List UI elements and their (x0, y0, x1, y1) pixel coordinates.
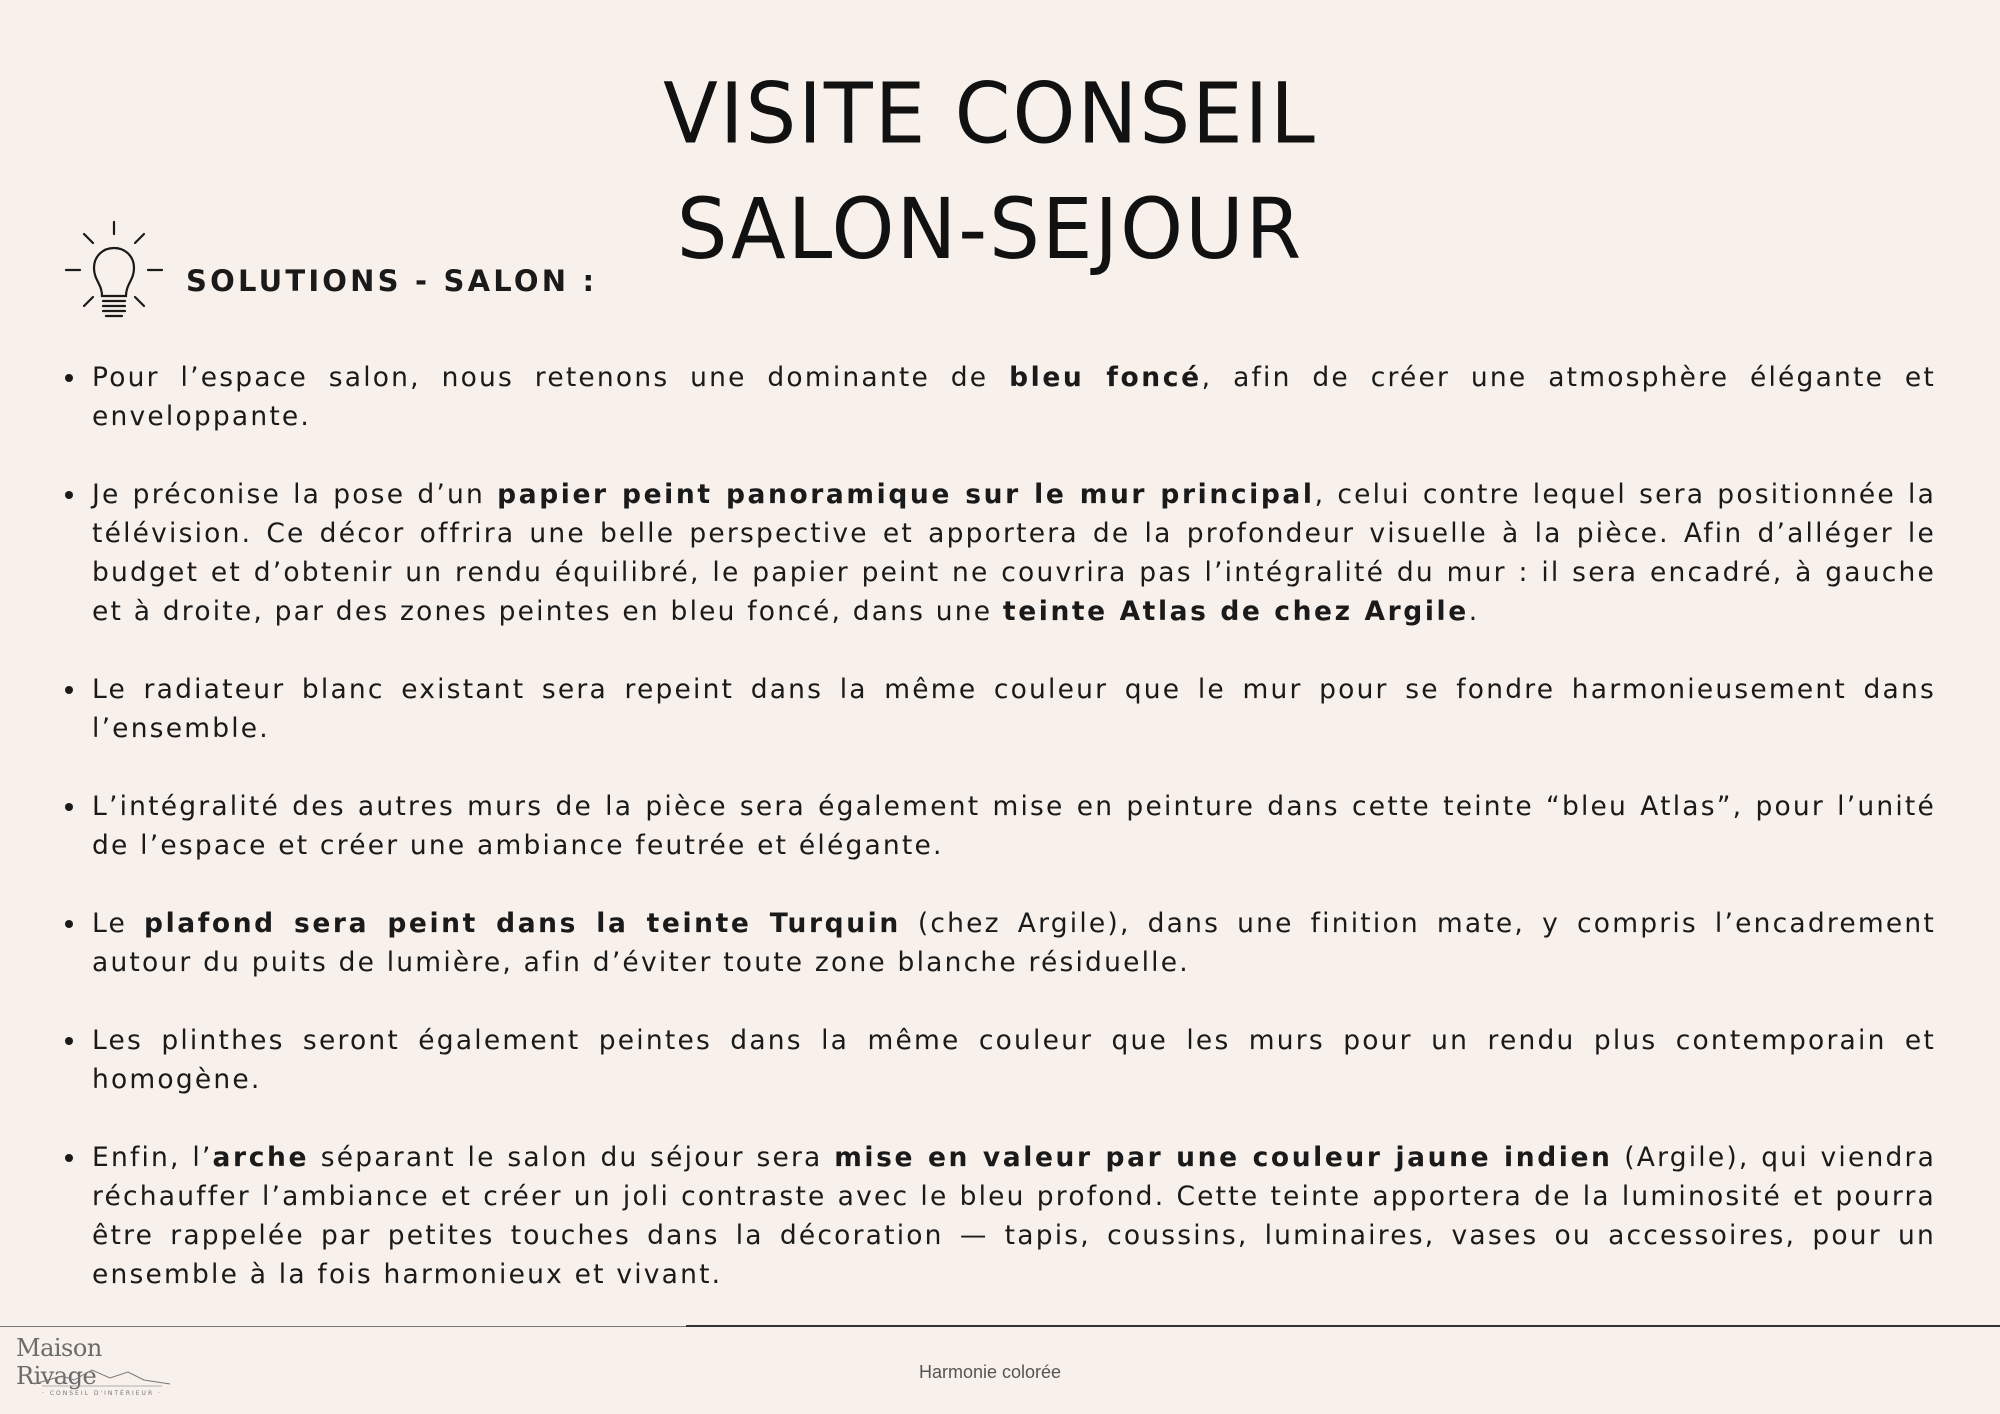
bullet-text: Enfin, l’ (92, 1142, 213, 1173)
bullet-item (62, 1021, 1936, 1099)
bullet-text: Le (92, 908, 145, 939)
footer-label: Harmonie colorée (918, 1362, 1062, 1382)
footer-divider-left (0, 1326, 686, 1327)
bullet-bold-text: teinte Atlas de chez Argile (1002, 596, 1469, 627)
bullet-bold-text: plafond sera peint dans la teinte Turquin (144, 908, 901, 939)
logo-tagline: · CONSEIL D'INTÉRIEUR · (42, 1390, 162, 1397)
bullet-text: Pour l’espace salon, nous retenons une dominante de (92, 362, 1010, 393)
bullet-item (62, 787, 1936, 865)
bullet-text: , afin de créer une atmosphère élégante et enveloppante. (92, 362, 1936, 432)
bullet-item (62, 670, 1936, 748)
bullet-text: (chez Argile), dans une finition mate, y compris l’encadrement autour du puits de lumière, afin d’éviter toute zone blanche résiduelle. (92, 908, 1936, 978)
bullet-bold-text: arche (212, 1142, 310, 1173)
title-line-2: SALON-SEJOUR (676, 180, 1304, 279)
bullet-text: Le radiateur blanc existant sera repeint dans la même couleur que le mur pour se fondre harmonieusement dans l’ensemble. (92, 674, 1936, 744)
bullet-text: L’intégralité des autres murs de la pièce sera également mise en peinture dans cette teinte “bleu Atlas”, pour l’unité de l’espace et créer une ambiance feutrée et élégante. (92, 791, 1936, 861)
bullet-text: Les plinthes seront également peintes dans la même couleur que les murs pour un rendu plus contemporain et homogène. (92, 1025, 1936, 1095)
bullet-text: , celui contre lequel sera positionnée la télévision. Ce décor offrira une belle perspective et apportera de la profondeur visuelle à la pièce. Afin d’alléger le budget et d’obtenir un rendu équilibré, le papier peint ne couvrira pas l’intégralité du mur : il sera encadré, à gauche et à droite, par des zones peintes en bleu foncé, dans une (92, 479, 1937, 627)
bullet-item (62, 358, 1936, 436)
title-line-1: VISITE CONSEIL (663, 64, 1317, 163)
bullet-text: séparant le salon du séjour sera (309, 1142, 835, 1173)
bullet-bold-text: bleu foncé (1009, 362, 1202, 393)
bullet-bold-text: papier peint panoramique sur le mur principal (497, 479, 1315, 510)
logo-name: Maison Rivage (16, 1334, 102, 1390)
bullet-text: (Argile), qui viendra réchauffer l’ambiance et créer un joli contraste avec le bleu profond. Cette teinte apportera de la luminosité et pourra être rappelée par petites touches dans la décoration — tapis, coussins, luminaires, vases ou accessoires, pour un ensemble à la fois harmonieux et vivant. (92, 1142, 1937, 1290)
bullet-item (62, 475, 1936, 631)
section-header (62, 218, 597, 322)
bullet-bold-text: mise en valeur par une couleur jaune indien (834, 1142, 1613, 1173)
bullet-text: . (1468, 596, 1480, 627)
section-title: SOLUTIONS - SALON : (186, 264, 598, 298)
footer-divider-right (686, 1325, 2000, 1327)
bullet-item (62, 904, 1936, 982)
bullet-item (62, 1138, 1936, 1294)
lightbulb-icon (62, 218, 166, 322)
bullet-text: Je préconise la pose d’un (92, 479, 498, 510)
solutions-list (62, 358, 1936, 1333)
